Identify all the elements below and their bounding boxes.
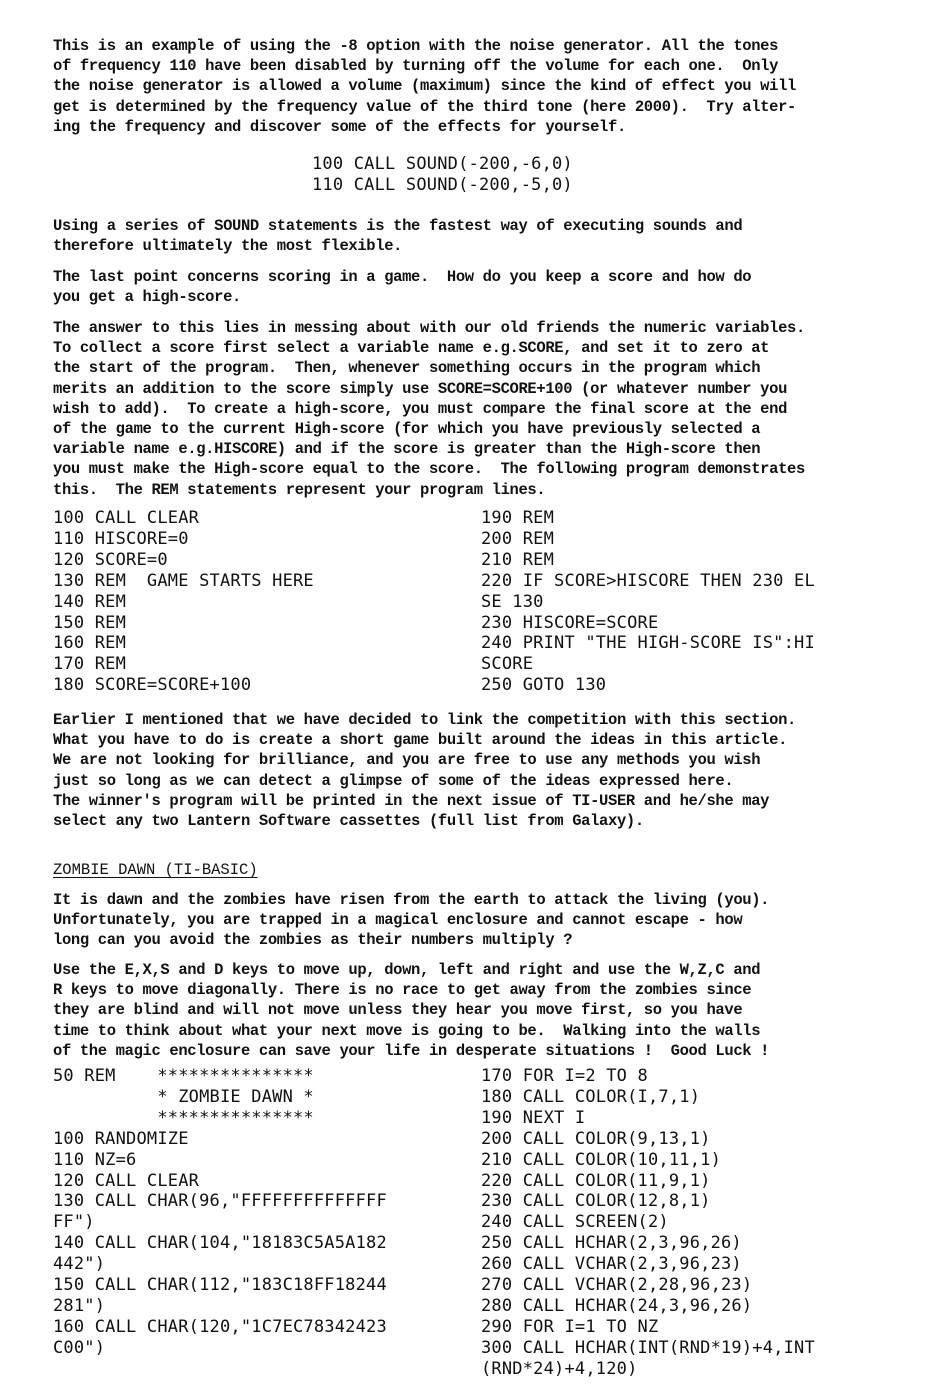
zombie-dawn-heading: ZOMBIE DAWN (TI-BASIC): [53, 861, 258, 879]
competition-paragraph: Earlier I mentioned that we have decided to link the competition with this section. What you have to do is create a short game built around the ideas in this article. We are not looking for brilliance, and you are free to use any methods you wish just so long as we can detect a glimpse of some of the ideas expressed here. The winner's program will be printed in the next issue of TI-USER and he/she may select any two Lantern Software cassettes (full list from Galaxy).: [53, 711, 796, 831]
score-program-right-column: 190 REM 200 REM 210 REM 220 IF SCORE>HISCORE THEN 230 EL SE 130 230 HISCORE=SCORE 240 PRINT "THE HIGH-SCORE IS":HI SCORE 250 GOTO 130: [481, 508, 815, 696]
answer-paragraph: The answer to this lies in messing about with our old friends the numeric variables. To collect a score first select a variable name e.g.SCORE, and set it to zero at the start of the program. Then, whenever something occurs in the program which merits an addition to the score simply use SCORE=SCORE+100 (or whatever number you wish to add). To create a high-score, you must compare the final score at the end of the game to the current High-score (for which you have previously selected a variable name e.g.HISCORE) and if the score is greater than the High-score then you must make the High-score equal to the score. The following program demonstrates this. The REM statements represent your program lines.: [53, 319, 805, 499]
intro-paragraph: This is an example of using the -8 option with the noise generator. All the tones of frequency 110 have been disabled by turning off the volume for each one. Only the noise generator is allowed a volume (maximum) since the kind of effect you will get is determined by the frequency value of the third tone (here 2000). Try alter- ing the frequency and discover some of the effects for yourself.: [53, 37, 796, 136]
zombie-program-right-column: 170 FOR I=2 TO 8 180 CALL COLOR(I,7,1) 190 NEXT I 200 CALL COLOR(9,13,1) 210 CALL COLOR(10,11,1) 220 CALL COLOR(11,9,1) 230 CALL COLOR(12,8,1) 240 CALL SCREEN(2) 250 CALL HCHAR(2,3,96,26) 260 CALL VCHAR(2,3,96,23) 270 CALL VCHAR(2,28,96,23) 280 CALL HCHAR(24,3,96,26) 290 FOR I=1 TO NZ 300 CALL HCHAR(INT(RND*19)+4,INT (RND*24)+4,120): [481, 1066, 815, 1379]
sound-code-listing: 100 CALL SOUND(-200,-6,0) 110 CALL SOUND(-200,-5,0): [312, 154, 573, 195]
score-program-left-column: 100 CALL CLEAR 110 HISCORE=0 120 SCORE=0 130 REM GAME STARTS HERE 140 REM 150 REM 160 REM 170 REM 180 SCORE=SCORE+100: [53, 508, 314, 696]
zombie-program-left-column: 50 REM *************** * ZOMBIE DAWN * *************** 100 RANDOMIZE 110 NZ=6 120 CALL CLEAR 130 CALL CHAR(96,"FFFFFFFFFFFFFF FF") 140 CALL CHAR(104,"18183C5A5A182 442") 150 CALL CHAR(112,"183C18FF18244 281") 160 CALL CHAR(120,"1C7EC78342423 C00"): [53, 1066, 387, 1358]
scoring-paragraph: The last point concerns scoring in a game. How do you keep a score and how do you get a high-score.: [53, 268, 752, 307]
series-paragraph: Using a series of SOUND statements is the fastest way of executing sounds and therefore ultimately the most flexible.: [53, 217, 743, 256]
zombie-instructions-paragraph: Use the E,X,S and D keys to move up, down, left and right and use the W,Z,C and R keys to move diagonally. There is no race to get away from the zombies since they are blind and will not move unless they hear you move first, so you have time to think about what your next move is going to be. Walking into the walls of the magic enclosure can save your life in desperate situations ! Good Luck !: [53, 961, 770, 1060]
zombie-intro-paragraph: It is dawn and the zombies have risen from the earth to attack the living (you). Unfortunately, you are trapped in a magical enclosure and cannot escape - how long can you avoid the zombies as their numbers multiply ?: [53, 891, 770, 950]
